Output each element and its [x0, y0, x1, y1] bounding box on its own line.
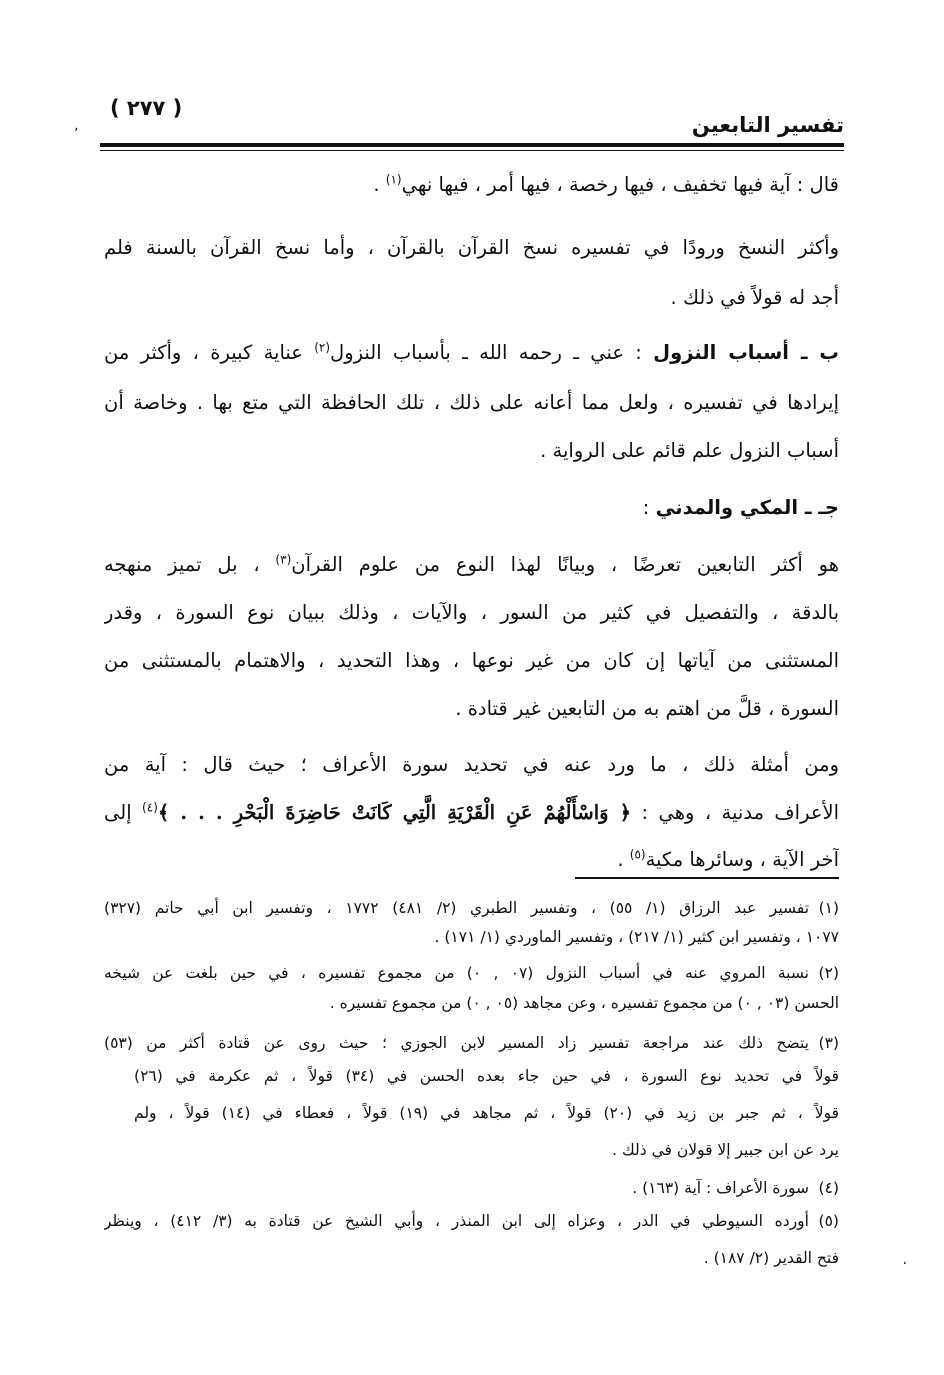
footnote-text: تفسير عبد الرزاق (١/ ٥٥) ، وتفسير الطبري (٢/ ٤٨١) ١٧٧٢ ، وتفسير ابن أبي حاتم (٣٢٧): [104, 899, 810, 917]
footnote-text: سورة الأعراف : آية (١٦٣) .: [632, 1179, 809, 1197]
footnote-1: [104, 895, 839, 922]
footnote-ref-1: (١): [385, 172, 402, 187]
body-line-3: أجد له قولاً في ذلك .: [670, 286, 839, 309]
header-rule-thick: [100, 143, 844, 147]
footnote-ref-3: (٣): [275, 552, 292, 567]
running-header-title: تفسير التابعين: [691, 113, 844, 137]
footnote-2-cont: الحسن (٠٣ , ٠) من مجموع تفسيره ، وعن مجاهد (٠٥ , ٠) من مجموع تفسيره .: [329, 994, 839, 1012]
body-line-8: [104, 545, 839, 585]
body-text: آخر الآية ، وسائرها مكية: [645, 848, 839, 871]
body-text: :: [642, 496, 656, 519]
body-text: الأعراف مدنية ، وهي :: [631, 801, 839, 824]
footnote-number: (٤): [818, 1179, 839, 1197]
body-line-13: [104, 793, 839, 833]
body-text: .: [617, 848, 630, 871]
section-heading-asbab: ب ـ أسباب النزول: [653, 341, 839, 364]
footnote-3-cont-1: قولاً في تحديد نوع السورة ، في حين جاء بعده الحسن في (٣٤) قولاً ، ثم عكرمة في (٢٦): [134, 1067, 839, 1085]
footnote-number: (٣): [818, 1034, 839, 1052]
footnote-number: (٢): [818, 964, 839, 982]
body-line-12: ومن أمثلة ذلك ، ما ورد عنه في تحديد سورة الأعراف ؛ حيث قال : آية من: [104, 753, 839, 776]
body-text: إلى: [104, 801, 143, 824]
footnote-number: (١): [818, 899, 839, 917]
footnote-ref-4: (٤): [142, 800, 158, 815]
body-text: .: [373, 173, 386, 196]
page-number: ( ٢٧٧ ): [110, 96, 183, 120]
footnote-3: [104, 1030, 839, 1057]
quran-verse: ﴿ وَاسْأَلْهُمْ عَنِ الْقَرْيَةِ الَّتِي كَانَتْ حَاضِرَةَ الْبَحْرِ . . . ﴾: [157, 801, 632, 824]
body-line-10: المستثنى من آياتها إن كان من غير نوعها ، وهذا التحديد ، والاهتمام بالمستثنى من: [104, 649, 839, 672]
section-heading-makki: جـ ـ المكي والمدني: [655, 496, 839, 519]
body-text: عناية كبيرة ، وأكثر من: [104, 341, 315, 364]
footnote-5: [104, 1208, 839, 1235]
body-line-6: أسباب النزول علم قائم على الرواية .: [540, 439, 839, 462]
footnote-3-cont-3: يرد عن ابن جبير إلا قولان في ذلك .: [612, 1141, 839, 1159]
footnote-1-cont: ١٠٧٧ ، وتفسير ابن كثير (١/ ٢١٧) ، وتفسير الماوردي (١/ ١٧١) .: [434, 928, 839, 946]
footnote-4: [104, 1175, 839, 1202]
footnote-ref-2: (٢): [314, 340, 331, 355]
body-line-5: إيرادها في تفسيره ، ولعل مما أعانه على ذلك ، تلك الحافظة التي متع بها . وخاصة أن: [104, 391, 839, 414]
footnote-3-cont-2: قولاً ، ثم جبر بن زيد في (٢٠) قولاً ، ثم مجاهد في (١٩) قولاً ، فعطاء في (١٤) قولاً ، ولم: [134, 1104, 839, 1122]
footnote-number: (٥): [818, 1212, 839, 1230]
footnote-separator: [575, 877, 839, 879]
body-text: قال : آية فيها تخفيف ، فيها رخصة ، فيها أمر ، فيها نهي: [401, 173, 839, 196]
body-line-1: [104, 165, 839, 205]
body-line-14: [104, 840, 839, 880]
footnote-5-cont: فتح القدير (٢/ ١٨٧) .: [703, 1249, 839, 1267]
body-text: هو أكثر التابعين تعرضًا ، وبيانًا لهذا النوع من علوم القرآن: [291, 553, 839, 576]
footnote-text: نسبة المروي عنه في أسباب النزول (٠٧ , ٠) من مجموع تفسيره ، في حين بلغت عن شيخه: [104, 964, 809, 982]
body-line-11: السورة ، قلَّ من اهتم به من التابعين غير قتادة .: [455, 697, 839, 720]
body-line-7: [104, 488, 839, 528]
body-text: ، بل تميز منهجه: [104, 553, 276, 576]
footnote-text: يتضح ذلك عند مراجعة تفسير زاد المسير لابن الجوزي ؛ حيث روى عن قتادة أكثر من (٥٣): [104, 1034, 809, 1052]
footnote-ref-5: (٥): [629, 847, 646, 862]
footnote-text: أورده السيوطي في الدر ، وعزاه إلى ابن المنذر ، وأبي الشيخ عن قتادة به (٣/ ٤١٢) ، وينظر: [104, 1212, 809, 1230]
body-text: : عني ـ رحمه الله ـ بأسباب النزول: [330, 341, 654, 364]
body-line-2: وأكثر النسخ ورودًا في تفسيره نسخ القرآن بالقرآن ، وأما نسخ القرآن بالسنة فلم: [104, 236, 839, 259]
footnote-2: [104, 960, 839, 987]
body-line-9: بالدقة ، والتفصيل في كثير من السور ، والآيات ، وذلك ببيان نوع السورة ، وقدر: [104, 601, 839, 624]
header-rule-thin: [100, 150, 844, 151]
margin-tick: ʼ: [74, 126, 79, 142]
body-line-4: [104, 333, 839, 373]
